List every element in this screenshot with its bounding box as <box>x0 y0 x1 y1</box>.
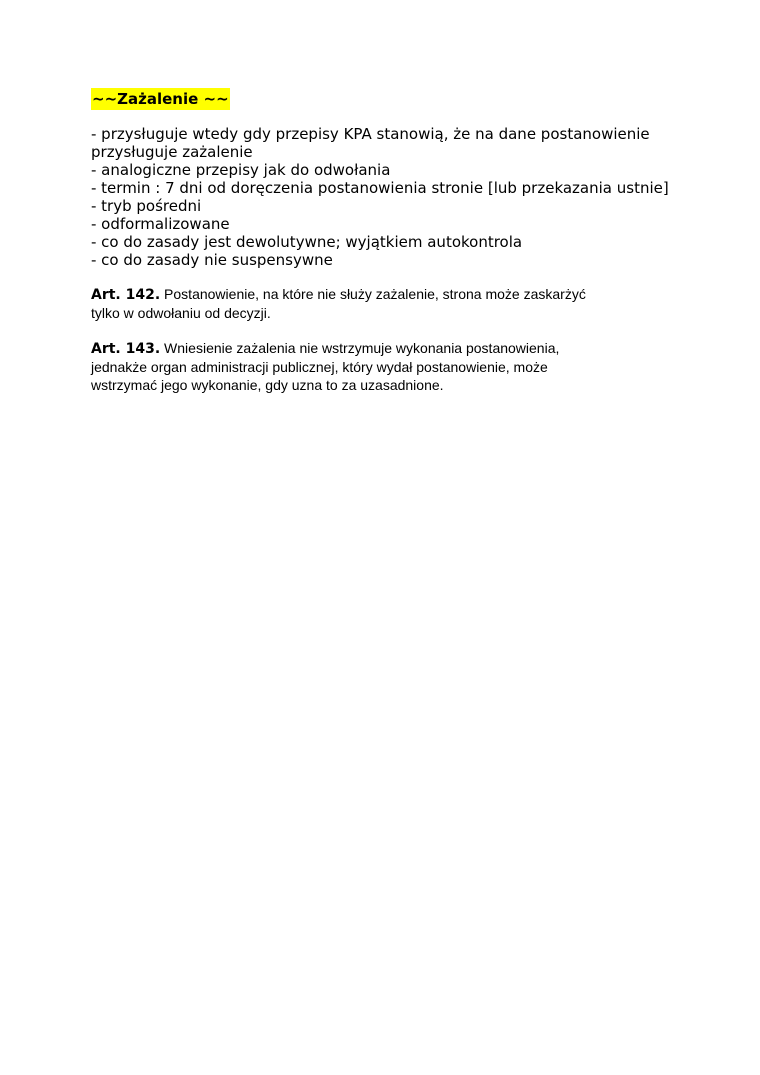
document-page <box>91 88 671 396</box>
article-text: Postanowienie, na które nie służy zażalenie, strona może zaskarżyć <box>160 286 586 302</box>
article-text: Wniesienie zażalenia nie wstrzymuje wykonania postanowienia, <box>160 340 560 356</box>
bullet-list <box>91 125 671 269</box>
article-text: tylko w odwołaniu od decyzji. <box>91 304 271 321</box>
list-item: - termin : 7 dni od doręczenia postanowienia stronie [lub przekazania ustnie] <box>91 179 669 197</box>
article-number: Art. 143. <box>91 341 161 357</box>
list-item: - odformalizowane <box>91 215 230 233</box>
list-item: - analogiczne przepisy jak do odwołania <box>91 161 391 179</box>
list-item: - co do zasady nie suspensywne <box>91 251 333 269</box>
article-number: Art. 142. <box>91 287 161 303</box>
article-143 <box>91 340 671 396</box>
list-item: - co do zasady jest dewolutywne; wyjątkiem autokontrola <box>91 233 523 251</box>
list-item: - przysługuje wtedy gdy przepisy KPA stanowią, że na dane postanowienie przysługuje zażalenie <box>91 125 650 161</box>
section-title: ~~Zażalenie ~~ <box>92 90 229 108</box>
article-text: wstrzymać jego wykonanie, gdy uzna to za uzasadnione. <box>91 377 444 393</box>
list-item: - tryb pośredni <box>91 197 202 215</box>
article-142 <box>91 286 671 323</box>
article-text: jednakże organ administracji publicznej, który wydał postanowienie, może <box>91 358 548 375</box>
